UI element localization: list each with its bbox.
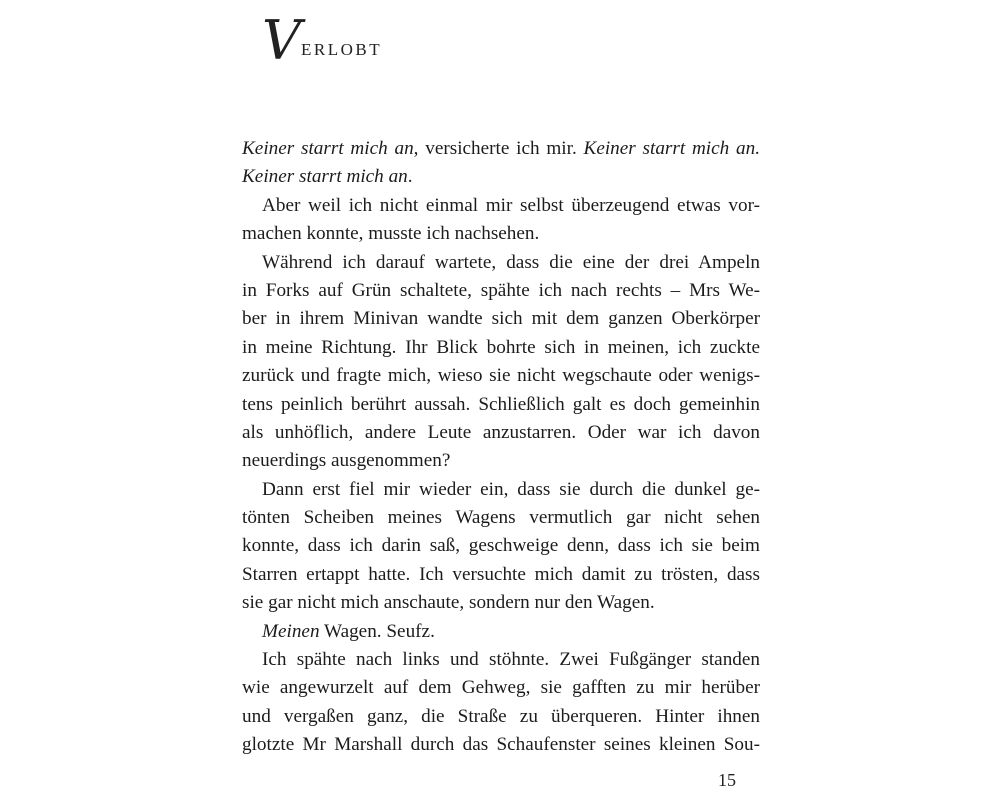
text-run: Während ich darauf wartete, dass die eine der drei Ampeln bbox=[262, 251, 760, 273]
text-run: tens peinlich berührt aussah. Schließlich galt es doch gemeinhin bbox=[242, 393, 760, 415]
header-initial: V bbox=[262, 9, 299, 72]
italic-text: Keiner starrt mich an bbox=[242, 166, 408, 188]
text-line bbox=[242, 192, 760, 220]
text-line bbox=[242, 532, 760, 560]
running-header bbox=[262, 8, 383, 72]
text-line bbox=[242, 703, 760, 731]
paragraph bbox=[242, 192, 760, 249]
italic-text: Meinen bbox=[262, 620, 320, 642]
text-run: Wagen. Seufz. bbox=[319, 620, 435, 642]
text-line bbox=[242, 504, 760, 532]
text-run: ber in ihrem Minivan wandte sich mit dem ganzen Oberkörper bbox=[242, 308, 760, 330]
text-run: in Forks auf Grün schaltete, spähte ich nach rechts – Mrs We- bbox=[242, 279, 760, 301]
text-line bbox=[242, 305, 760, 333]
italic-text: Keiner starrt mich an bbox=[242, 138, 414, 159]
text-line bbox=[242, 249, 760, 277]
text-line bbox=[242, 476, 760, 504]
text-line bbox=[242, 220, 760, 248]
text-line bbox=[242, 362, 760, 390]
text-run: sie gar nicht mich anschaute, sondern nur den Wagen. bbox=[242, 592, 655, 614]
text-line bbox=[242, 646, 760, 674]
text-run: und vergaßen ganz, die Straße zu überqueren. Hinter ihnen bbox=[242, 705, 760, 727]
text-run: neuerdings ausgenommen? bbox=[242, 450, 451, 472]
text-line bbox=[242, 419, 760, 447]
text-line bbox=[242, 135, 760, 163]
text-run: konnte, dass ich darin saß, geschweige denn, dass ich sie beim bbox=[242, 535, 760, 557]
text-line bbox=[242, 334, 760, 362]
text-line bbox=[242, 163, 760, 191]
paragraph bbox=[242, 135, 760, 192]
text-line bbox=[242, 589, 760, 617]
text-run: wie angewurzelt auf dem Gehweg, sie gafften zu mir herüber bbox=[242, 677, 760, 699]
text-run: Dann erst fiel mir wieder ein, dass sie durch die dunkel ge- bbox=[262, 478, 760, 500]
text-line bbox=[242, 561, 760, 589]
text-run: zurück und fragte mich, wieso sie nicht wegschaute oder wenigs- bbox=[242, 365, 760, 387]
text-line bbox=[242, 447, 760, 475]
text-run: als unhöflich, andere Leute anzustarren. Oder war ich davon bbox=[242, 421, 760, 443]
paragraph bbox=[242, 646, 760, 760]
italic-text: Keiner starrt mich an. bbox=[583, 138, 760, 159]
text-run: glotzte Mr Marshall durch das Schaufenster seines kleinen Sou- bbox=[242, 734, 760, 756]
text-run: Starren ertappt hatte. Ich versuchte mich damit zu trösten, dass bbox=[242, 563, 760, 585]
text-run: Aber weil ich nicht einmal mir selbst überzeugend etwas vor- bbox=[262, 194, 760, 216]
text-line bbox=[242, 277, 760, 305]
text-run: Ich spähte nach links und stöhnte. Zwei Fußgänger standen bbox=[262, 649, 760, 671]
text-run: in meine Richtung. Ihr Blick bohrte sich in meinen, ich zuckte bbox=[242, 336, 760, 358]
text-run: . bbox=[407, 166, 413, 188]
text-line bbox=[242, 731, 760, 759]
text-line bbox=[242, 391, 760, 419]
text-line bbox=[242, 618, 760, 646]
body-text bbox=[242, 135, 760, 760]
text-run: machen konnte, musste ich nachsehen. bbox=[242, 223, 540, 245]
text-run: , versicherte ich mir. bbox=[413, 138, 584, 159]
paragraph bbox=[242, 476, 760, 618]
page-number: 15 bbox=[718, 770, 736, 790]
header-title: ERLOBT bbox=[301, 40, 383, 59]
text-run: tönten Scheiben meines Wagens vermutlich gar nicht sehen bbox=[242, 507, 760, 529]
paragraph bbox=[242, 618, 760, 646]
text-line bbox=[242, 674, 760, 702]
paragraph bbox=[242, 249, 760, 476]
